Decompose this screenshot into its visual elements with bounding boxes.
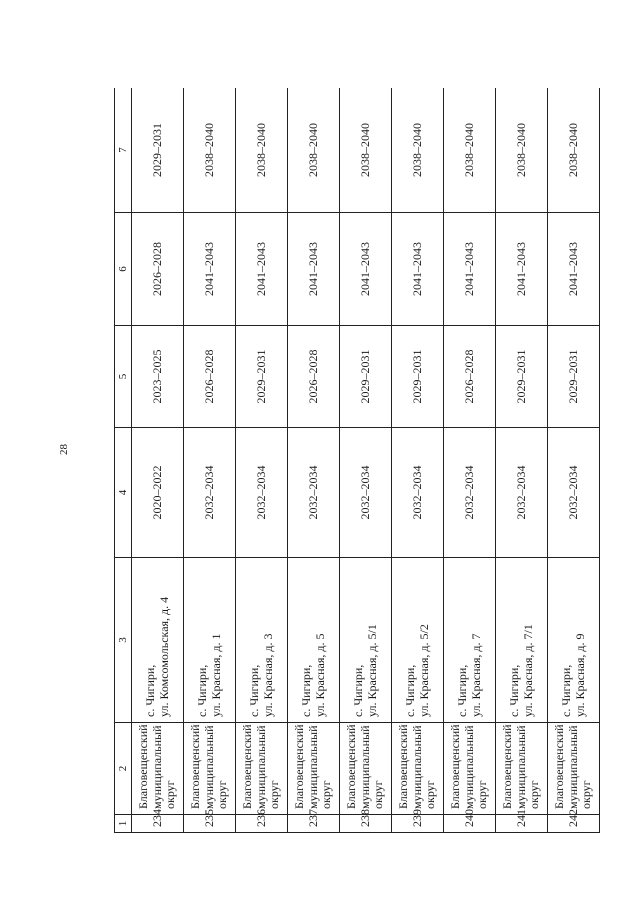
address-line-street: ул. Красная, д. 7/1: [520, 624, 535, 717]
period-col5: 2029–2031: [236, 326, 288, 428]
period-col6: 2041–2043: [392, 213, 444, 326]
period-col5: 2029–2031: [392, 326, 444, 428]
page-number: 28: [58, 444, 70, 455]
table-row: [392, 88, 444, 833]
row-number: 236: [236, 815, 288, 833]
table-row: [184, 88, 236, 833]
period-col7: 2038–2040: [340, 88, 392, 213]
period-col5: 2023–2025: [132, 326, 184, 428]
row-number: 235: [184, 815, 236, 833]
period-col4: 2032–2034: [496, 428, 548, 558]
period-col6: 2041–2043: [496, 213, 548, 326]
address-line-street: ул. Красная, д. 9: [572, 633, 587, 717]
column-header: 4: [115, 428, 132, 558]
row-number: 242: [548, 815, 600, 833]
period-col5: 2026–2028: [444, 326, 496, 428]
table-row: [288, 88, 340, 833]
period-col7: 2038–2040: [548, 88, 600, 213]
table-row: [236, 88, 288, 833]
row-number: 234: [132, 815, 184, 833]
table-row: [340, 88, 392, 833]
period-col6: 2041–2043: [184, 213, 236, 326]
address-line-locality: с. Чигири,: [506, 664, 521, 717]
period-col6: 2041–2043: [548, 213, 600, 326]
address-cell: [184, 558, 236, 723]
table-row: [496, 88, 548, 833]
address-line-street: ул. Красная, д. 5: [312, 633, 327, 717]
address-line-street: ул. Комсомольская, д. 4: [156, 596, 171, 717]
rotated-table-wrapper: [114, 88, 600, 833]
district-cell: Благовещенский муниципальный округ: [340, 723, 392, 815]
table-container: [114, 88, 600, 833]
table-row: [444, 88, 496, 833]
address-line-street: ул. Красная, д. 5/2: [416, 624, 431, 717]
period-col7: 2038–2040: [184, 88, 236, 213]
column-header: 1: [115, 815, 132, 833]
address-line-locality: с. Чигири,: [402, 664, 417, 717]
period-col6: 2041–2043: [236, 213, 288, 326]
district-cell: Благовещенский муниципальный округ: [132, 723, 184, 815]
address-cell: [340, 558, 392, 723]
district-cell: Благовещенский муниципальный округ: [392, 723, 444, 815]
address-line-street: ул. Красная, д. 3: [260, 633, 275, 717]
row-number: 237: [288, 815, 340, 833]
address-line-locality: с. Чигири,: [246, 664, 261, 717]
district-cell: Благовещенский муниципальный округ: [236, 723, 288, 815]
address-cell: [132, 558, 184, 723]
address-line-locality: с. Чигири,: [298, 664, 313, 717]
address-cell: [548, 558, 600, 723]
row-number: 241: [496, 815, 548, 833]
address-line-street: ул. Красная, д. 1: [208, 633, 223, 717]
period-col4: 2032–2034: [288, 428, 340, 558]
table-row: [548, 88, 600, 833]
period-col7: 2038–2040: [496, 88, 548, 213]
period-col5: 2029–2031: [548, 326, 600, 428]
address-cell: [236, 558, 288, 723]
district-cell: Благовещенский муниципальный округ: [288, 723, 340, 815]
schedule-table: [114, 88, 600, 833]
period-col7: 2038–2040: [288, 88, 340, 213]
period-col4: 2032–2034: [236, 428, 288, 558]
address-line-locality: с. Чигири,: [558, 664, 573, 717]
period-col4: 2032–2034: [340, 428, 392, 558]
period-col4: 2032–2034: [548, 428, 600, 558]
address-line-locality: с. Чигири,: [142, 664, 157, 717]
period-col5: 2026–2028: [184, 326, 236, 428]
period-col7: 2029–2031: [132, 88, 184, 213]
period-col7: 2038–2040: [392, 88, 444, 213]
period-col6: 2041–2043: [340, 213, 392, 326]
address-line-street: ул. Красная, д. 5/1: [364, 624, 379, 717]
address-cell: [496, 558, 548, 723]
address-line-locality: с. Чигири,: [454, 664, 469, 717]
table-header-row: [115, 88, 132, 833]
column-header: 6: [115, 213, 132, 326]
row-number: 239: [392, 815, 444, 833]
period-col6: 2041–2043: [288, 213, 340, 326]
district-cell: Благовещенский муниципальный округ: [548, 723, 600, 815]
district-cell: Благовещенский муниципальный округ: [184, 723, 236, 815]
row-number: 240: [444, 815, 496, 833]
period-col6: 2026–2028: [132, 213, 184, 326]
address-cell: [392, 558, 444, 723]
column-header: 5: [115, 326, 132, 428]
column-header: 7: [115, 88, 132, 213]
column-header: 2: [115, 723, 132, 815]
district-cell: Благовещенский муниципальный округ: [444, 723, 496, 815]
address-line-street: ул. Красная, д. 7: [468, 633, 483, 717]
period-col6: 2041–2043: [444, 213, 496, 326]
row-number: 238: [340, 815, 392, 833]
address-line-locality: с. Чигири,: [194, 664, 209, 717]
address-line-locality: с. Чигири,: [350, 664, 365, 717]
period-col4: 2032–2034: [184, 428, 236, 558]
district-cell: Благовещенский муниципальный округ: [496, 723, 548, 815]
period-col4: 2032–2034: [392, 428, 444, 558]
address-cell: [288, 558, 340, 723]
period-col4: 2032–2034: [444, 428, 496, 558]
period-col7: 2038–2040: [444, 88, 496, 213]
period-col5: 2029–2031: [496, 326, 548, 428]
period-col4: 2020–2022: [132, 428, 184, 558]
column-header: 3: [115, 558, 132, 723]
period-col5: 2026–2028: [288, 326, 340, 428]
address-cell: [444, 558, 496, 723]
period-col5: 2029–2031: [340, 326, 392, 428]
period-col7: 2038–2040: [236, 88, 288, 213]
table-row: [132, 88, 184, 833]
